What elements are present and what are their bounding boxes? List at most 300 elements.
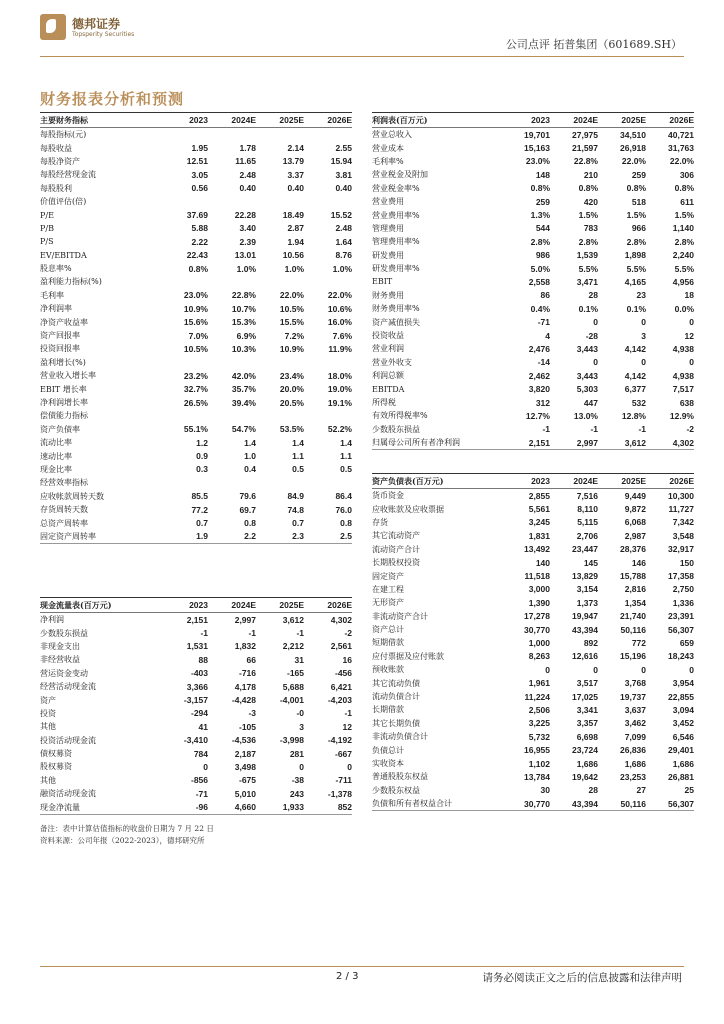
cell-value: 6,546 [672, 731, 694, 742]
row-label: 营业收入增长率 [40, 371, 96, 381]
cell-value: 41 [198, 721, 208, 732]
cell-value: -1 [344, 708, 352, 719]
cell-value: -403 [190, 668, 208, 679]
row-label: 每股指标(元) [40, 130, 87, 140]
cell-value: 22.8% [573, 156, 598, 167]
table-row [372, 141, 694, 154]
cell-value: 86 [540, 290, 550, 301]
cell-value: -0 [296, 708, 304, 719]
row-label: 营业成本 [372, 143, 404, 153]
cell-value: 2,706 [576, 530, 598, 541]
table-row [372, 369, 694, 382]
cell-value: 3,498 [234, 761, 256, 772]
table-row [372, 222, 694, 235]
cell-value: 11,727 [668, 504, 694, 515]
cell-value: -856 [190, 775, 208, 786]
cell-value: 16.0% [327, 317, 352, 328]
table-row [372, 717, 694, 730]
row-label: 归属母公司所有者净利润 [372, 436, 502, 450]
column-header: 2024E [550, 474, 598, 489]
cell-value: -105 [238, 721, 256, 732]
table-row [40, 208, 352, 221]
cell-value [208, 195, 256, 208]
cell-value: 4,142 [624, 370, 646, 381]
cell-value: 0 [593, 664, 598, 675]
cell-value: 3,820 [528, 384, 550, 395]
row-label: 资产减值损失 [372, 317, 420, 327]
row-label: 每股收益 [40, 143, 72, 153]
cell-value: -71 [537, 317, 550, 328]
cell-value: 27 [636, 785, 646, 796]
table-row [372, 275, 694, 288]
cell-value: 23.4% [279, 370, 304, 381]
cell-value: 10.5% [279, 303, 304, 314]
table-row [40, 720, 352, 733]
cell-value: -456 [334, 668, 352, 679]
row-label: 资产负债率 [40, 424, 80, 434]
row-label: 财务费用率% [372, 304, 420, 314]
table-row [40, 734, 352, 747]
cell-value: 12.51 [186, 156, 208, 167]
cell-value: 8,110 [577, 504, 598, 515]
row-label: 资产回报率 [40, 331, 80, 341]
cell-value: 0.8% [674, 183, 694, 194]
row-label: 营业费用率% [372, 210, 420, 220]
cell-value: 148 [535, 169, 550, 180]
cell-value: 3.81 [335, 169, 352, 180]
cell-value [160, 356, 208, 369]
row-label: 营运资金变动 [40, 668, 88, 678]
cell-value [160, 195, 208, 208]
cell-value: 19,947 [572, 611, 598, 622]
cell-value: 3,245 [528, 517, 550, 528]
cell-value: 86.4 [335, 491, 352, 502]
cell-value: -3 [248, 708, 256, 719]
cell-value: 34,510 [620, 129, 646, 140]
cell-value: 19,737 [620, 691, 646, 702]
row-label: 毛利率 [40, 290, 64, 300]
cell-value: 26,918 [620, 143, 646, 154]
table-header-row [40, 598, 352, 613]
cell-value: 3,154 [576, 584, 598, 595]
table-row [372, 569, 694, 582]
cell-value: 23 [636, 290, 646, 301]
table-row [372, 650, 694, 663]
cell-value: 7.6% [332, 330, 352, 341]
cell-value: 11,518 [524, 571, 550, 582]
cell-value: 74.8 [287, 504, 304, 515]
section-title: 财务报表分析和预测 [40, 90, 185, 108]
cell-value: 986 [535, 250, 550, 261]
row-label: 资产总计 [372, 625, 404, 635]
footer-divider [40, 966, 684, 967]
table-row [40, 289, 352, 302]
row-label: 经营活动现金流 [40, 682, 96, 692]
table-header-row [372, 113, 694, 128]
table-row [372, 289, 694, 302]
cell-value: -165 [286, 668, 304, 679]
cell-value: 22.28 [234, 210, 256, 221]
cell-value: -1 [248, 628, 256, 639]
row-label: 应收帐款周转天数 [40, 491, 104, 501]
note-valuation-date: 备注：表中计算估值指标的收盘价日期为 7 月 22 日 [40, 824, 214, 833]
cell-value: 25 [684, 785, 694, 796]
cell-value: 146 [631, 557, 646, 568]
column-header: 2025E [598, 113, 646, 128]
cell-value: 2.48 [239, 169, 256, 180]
cell-value: 31 [294, 654, 304, 665]
cell-value: 20.5% [279, 397, 304, 408]
row-label: 每股经营现金流 [40, 170, 96, 180]
cell-value: 30 [540, 785, 550, 796]
cell-value: 0 [545, 664, 550, 675]
cell-value: 1,831 [528, 530, 550, 541]
cell-value: 447 [583, 397, 598, 408]
cell-value: 1,686 [672, 758, 694, 769]
cell-value: -675 [238, 775, 256, 786]
row-label: 盈利能力指标(%) [40, 277, 102, 287]
cell-value: 611 [680, 196, 694, 207]
cell-value: 3 [299, 721, 304, 732]
cell-value: 1.5% [578, 210, 598, 221]
cell-value: 2,750 [672, 584, 694, 595]
key-financial-indicators-table [40, 112, 352, 544]
row-label: EBIT 增长率 [40, 384, 87, 394]
cell-value [160, 476, 208, 489]
cell-value: 2,987 [624, 530, 646, 541]
table-row [40, 302, 352, 315]
cell-value: 21,597 [572, 143, 598, 154]
table-row [372, 703, 694, 716]
row-label: 投资收益 [372, 331, 404, 341]
cell-value: 16,955 [524, 745, 550, 756]
row-label: 存货 [372, 517, 388, 527]
cell-value: 3,094 [672, 704, 694, 715]
cell-value: 15,196 [620, 651, 646, 662]
row-label: 总资产周转率 [40, 518, 88, 528]
cell-value: 2,561 [330, 641, 352, 652]
cell-value: 1.4 [292, 437, 304, 448]
table-row [40, 342, 352, 355]
cell-value: 13,784 [524, 771, 550, 782]
cell-value: 0 [347, 761, 352, 772]
table-row [372, 784, 694, 797]
row-label: 研发费用 [372, 250, 404, 260]
table-row [372, 502, 694, 515]
cell-value [160, 128, 208, 142]
cell-value: 5.5% [578, 263, 598, 274]
cell-value: 32,917 [668, 544, 694, 555]
cell-value: 638 [679, 397, 694, 408]
row-label: EBITDA [372, 384, 405, 394]
cell-value: 0 [641, 317, 646, 328]
cell-value: 3,366 [186, 681, 208, 692]
column-header: 2026E [304, 113, 352, 128]
row-label: 短期借款 [372, 638, 404, 648]
cell-value: 15.3% [231, 317, 256, 328]
column-header: 2026E [646, 113, 694, 128]
cell-value: 2,212 [282, 641, 304, 652]
table-row [372, 556, 694, 569]
row-label: 货币资金 [372, 491, 404, 501]
table-row [40, 530, 352, 544]
cell-value: -711 [335, 775, 352, 786]
table-row [40, 707, 352, 720]
cell-value [256, 275, 304, 288]
table-row [40, 436, 352, 449]
cell-value: -1 [590, 424, 598, 435]
cell-value: 0.8% [530, 183, 550, 194]
cell-value: 23,724 [572, 745, 598, 756]
cell-value: 29,401 [668, 745, 694, 756]
table-row [372, 797, 694, 811]
cell-value: 7,516 [576, 490, 598, 501]
cell-value: 4,178 [234, 681, 256, 692]
cell-value: -3,998 [279, 735, 304, 746]
row-label: 价值评估(倍) [40, 197, 87, 207]
cell-value: 22.0% [621, 156, 646, 167]
cell-value: 3,443 [576, 370, 598, 381]
cell-value: -1 [296, 628, 304, 639]
cell-value: -3,410 [183, 735, 208, 746]
cell-value: 2.8% [626, 236, 646, 247]
cell-value: 2,462 [528, 370, 550, 381]
cell-value: 1.64 [335, 236, 352, 247]
cell-value: 22.0% [327, 290, 352, 301]
cell-value: -71 [195, 788, 208, 799]
cell-value: 4,660 [208, 800, 256, 814]
cell-value: 76.0 [335, 504, 352, 515]
cell-value: 53.5% [279, 424, 304, 435]
table-row [372, 489, 694, 503]
cell-value [208, 476, 256, 489]
cell-value: 3,548 [672, 530, 694, 541]
column-header: 2023 [502, 113, 550, 128]
cell-value: 3,471 [576, 276, 598, 287]
cell-value: -294 [190, 708, 208, 719]
row-label: 非经营收益 [40, 655, 80, 665]
brand-name: 德邦证券 [72, 17, 121, 31]
table-row [40, 155, 352, 168]
cell-value: 37.69 [186, 210, 208, 221]
cell-value: 1,373 [576, 597, 598, 608]
cell-value: 7.0% [188, 330, 208, 341]
row-label: 净利润率 [40, 304, 72, 314]
cell-value: 50,116 [598, 797, 646, 811]
cell-value: 2,151 [502, 436, 550, 450]
row-label: 固定资产周转率 [40, 530, 160, 544]
table-row [40, 141, 352, 154]
cell-value [256, 195, 304, 208]
cell-value: 2.87 [287, 223, 304, 234]
cell-value: -38 [291, 775, 304, 786]
table-row [372, 583, 694, 596]
cell-value: 31,763 [668, 143, 694, 154]
cell-value [208, 409, 256, 422]
cell-value: 2,997 [234, 614, 256, 625]
cell-value: 1,354 [624, 597, 646, 608]
cell-value: 0.5 [292, 464, 304, 475]
row-label: 应付票据及应付账款 [372, 651, 444, 661]
cell-value: 15.52 [330, 210, 352, 221]
cell-value: 6,421 [330, 681, 352, 692]
table-row [372, 636, 694, 649]
row-label: 营业税金率% [372, 183, 420, 193]
cell-value: 0.1% [626, 303, 646, 314]
cell-value: 17,278 [524, 611, 550, 622]
cell-value: -716 [238, 668, 256, 679]
table-row [40, 503, 352, 516]
cell-value: 3,517 [576, 678, 598, 689]
table-row [372, 543, 694, 556]
cell-value: 281 [289, 748, 304, 759]
cell-value: 54.7% [231, 424, 256, 435]
cell-value: 1.78 [239, 143, 256, 154]
row-label: 流动比率 [40, 438, 72, 448]
cell-value: 659 [679, 637, 694, 648]
cell-value: 0 [689, 317, 694, 328]
cell-value: 2.22 [191, 236, 208, 247]
table-row [372, 315, 694, 328]
cell-value: 243 [289, 788, 304, 799]
cell-value: 84.9 [287, 491, 304, 502]
cell-value: 5,732 [528, 731, 550, 742]
cell-value: 259 [631, 169, 646, 180]
cell-value: 19,642 [572, 771, 598, 782]
cell-value [304, 128, 352, 142]
cell-value: 532 [631, 397, 646, 408]
row-label: 股息率% [40, 264, 72, 274]
table-row [372, 195, 694, 208]
column-header: 2024E [550, 113, 598, 128]
cell-value: 518 [631, 196, 646, 207]
cell-value: 23.0% [525, 156, 550, 167]
cell-value: 3,341 [576, 704, 598, 715]
cell-value: -4,001 [279, 695, 304, 706]
legal-disclaimer: 请务必阅读正文之后的信息披露和法律声明 [482, 972, 682, 984]
header-divider [40, 56, 684, 57]
cell-value: 28 [588, 290, 598, 301]
table-row [40, 463, 352, 476]
cell-value: 23,391 [668, 611, 694, 622]
cell-value: 2,855 [528, 490, 550, 501]
cell-value: 15.6% [183, 317, 208, 328]
cell-value: 2,240 [672, 250, 694, 261]
row-label: 少数股东损益 [40, 628, 88, 638]
row-label: 每股股利 [40, 183, 72, 193]
row-label: 营业税金及附加 [372, 170, 428, 180]
row-label: 盈利增长(%) [40, 357, 86, 367]
row-label: 长期股权投资 [372, 558, 420, 568]
row-label: EBIT [372, 277, 393, 287]
cell-value: 2.5 [304, 530, 352, 544]
cell-value: 0.40 [287, 183, 304, 194]
cell-value: 17,025 [572, 691, 598, 702]
brand-name-en: Topsperity Securities [72, 31, 135, 38]
row-label: 存货周转天数 [40, 505, 88, 515]
table-row [40, 490, 352, 503]
cell-value: 2,151 [186, 614, 208, 625]
row-label: 其它流动负债 [372, 678, 420, 688]
cell-value: 69.7 [239, 504, 256, 515]
cell-value: 420 [583, 196, 598, 207]
row-label: 其他 [40, 775, 56, 785]
table-row [372, 342, 694, 355]
table-row [372, 409, 694, 422]
cell-value: 1,102 [528, 758, 550, 769]
cell-value: 23,447 [572, 544, 598, 555]
cell-value: 43,394 [550, 797, 598, 811]
cell-value: 2,187 [234, 748, 256, 759]
cell-value: 12.7% [525, 410, 550, 421]
cell-value: 10,300 [668, 490, 694, 501]
row-label: 有效所得税率% [372, 411, 428, 421]
cell-value: 2.8% [530, 236, 550, 247]
cell-value: 1.1 [292, 451, 304, 462]
cell-value: 5.0% [530, 263, 550, 274]
cell-value: 10.3% [231, 343, 256, 354]
row-label: 应收账款及应收票据 [372, 504, 444, 514]
cell-value: 30,770 [502, 797, 550, 811]
cell-value: -667 [334, 748, 352, 759]
cell-value: 1.5% [674, 210, 694, 221]
row-label: 净利润增长率 [40, 398, 88, 407]
table-row [40, 449, 352, 462]
row-label: 无形资产 [372, 598, 404, 608]
cell-value: 0 [593, 357, 598, 368]
cell-value: -4,536 [231, 735, 256, 746]
cell-value: 2.8% [674, 236, 694, 247]
table-row [372, 757, 694, 770]
cell-value: 0.5 [340, 464, 352, 475]
cell-value: 27,975 [572, 129, 598, 140]
cell-value: 2,816 [624, 584, 646, 595]
cell-value: 1.4 [340, 437, 352, 448]
row-label: 毛利率% [372, 156, 404, 166]
cell-value: 140 [535, 557, 550, 568]
cell-value: 32.7% [183, 384, 208, 395]
table-row [372, 770, 694, 783]
cell-value: -3,157 [183, 695, 208, 706]
balance-sheet-table [372, 473, 694, 811]
row-label: 融资活动现金流 [40, 789, 96, 799]
cell-value: 3,612 [282, 614, 304, 625]
cell-value: 3.05 [191, 169, 208, 180]
cell-value: 2.8% [578, 236, 598, 247]
table-row [372, 663, 694, 676]
cell-value [208, 356, 256, 369]
cell-value: -4,203 [327, 695, 352, 706]
note-data-source: 资料来源：公司年报（2022-2023），德邦研究所 [40, 836, 205, 845]
table-row [40, 222, 352, 235]
page-header [0, 0, 724, 60]
cell-value: 5,561 [528, 504, 550, 515]
table-row [372, 743, 694, 756]
cell-value: 1.0% [284, 263, 304, 274]
row-label: 偿债能力指标 [40, 411, 88, 421]
cell-value: 150 [679, 557, 694, 568]
cell-value: -28 [585, 330, 598, 341]
column-header: 2025E [256, 113, 304, 128]
cell-value: 10.9% [183, 303, 208, 314]
row-label: 负债和所有者权益合计 [372, 797, 502, 811]
cell-value: 13,492 [524, 544, 550, 555]
cell-value: 1.0% [236, 263, 256, 274]
table-row [372, 396, 694, 409]
table-row [40, 262, 352, 275]
cell-value: 52.2% [327, 424, 352, 435]
table-row [372, 182, 694, 195]
